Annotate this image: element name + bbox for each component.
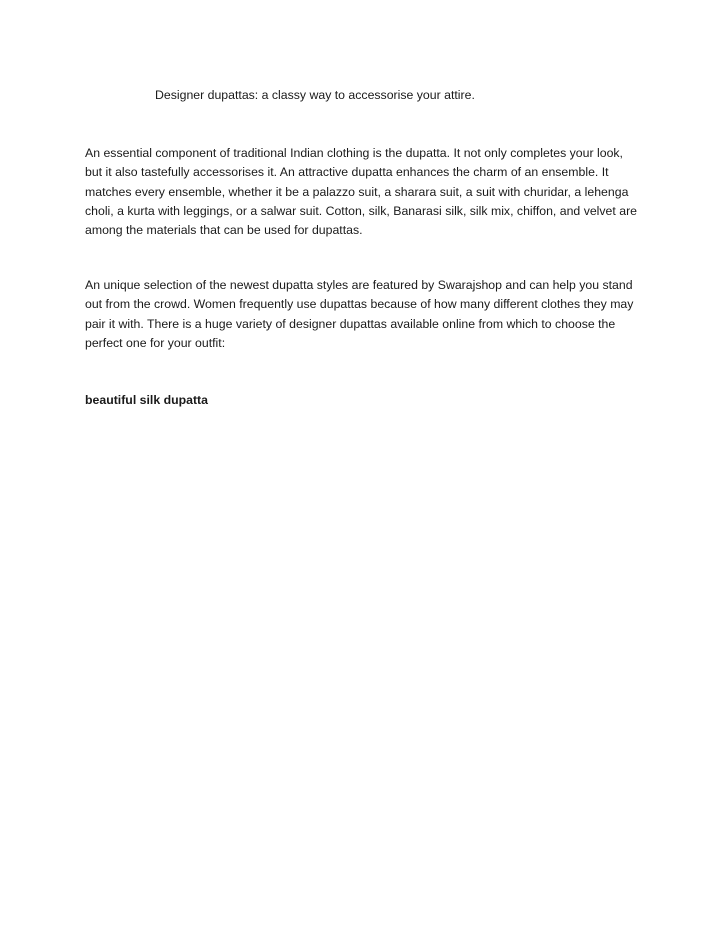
intro-paragraph: An essential component of traditional Indian clothing is the dupatta. It not only completes your look, but it also tastefully accessorises it. An attractive dupatta enhances the charm of an ensemble. It matches every ensemble, whether it be a palazzo suit, a sharara suit, a suit with churidar, a lehenga choli, a kurta with leggings, or a salwar suit. Cotton, silk, Banarasi silk, silk mix, chiffon, and velvet are among the materials that can be used for dupattas. bbox=[85, 146, 638, 238]
section-heading: beautiful silk dupatta bbox=[85, 393, 208, 407]
selection-paragraph: An unique selection of the newest dupatta styles are featured by Swarajshop and can help you stand out from the crowd. Women frequently use dupattas because of how many different clothes they may pair it with. There is a huge variety of designer dupattas available online from which to choose the perfect one for your outfit: bbox=[85, 278, 634, 350]
document-title: Designer dupattas: a classy way to accessorise your attire. bbox=[155, 88, 475, 102]
